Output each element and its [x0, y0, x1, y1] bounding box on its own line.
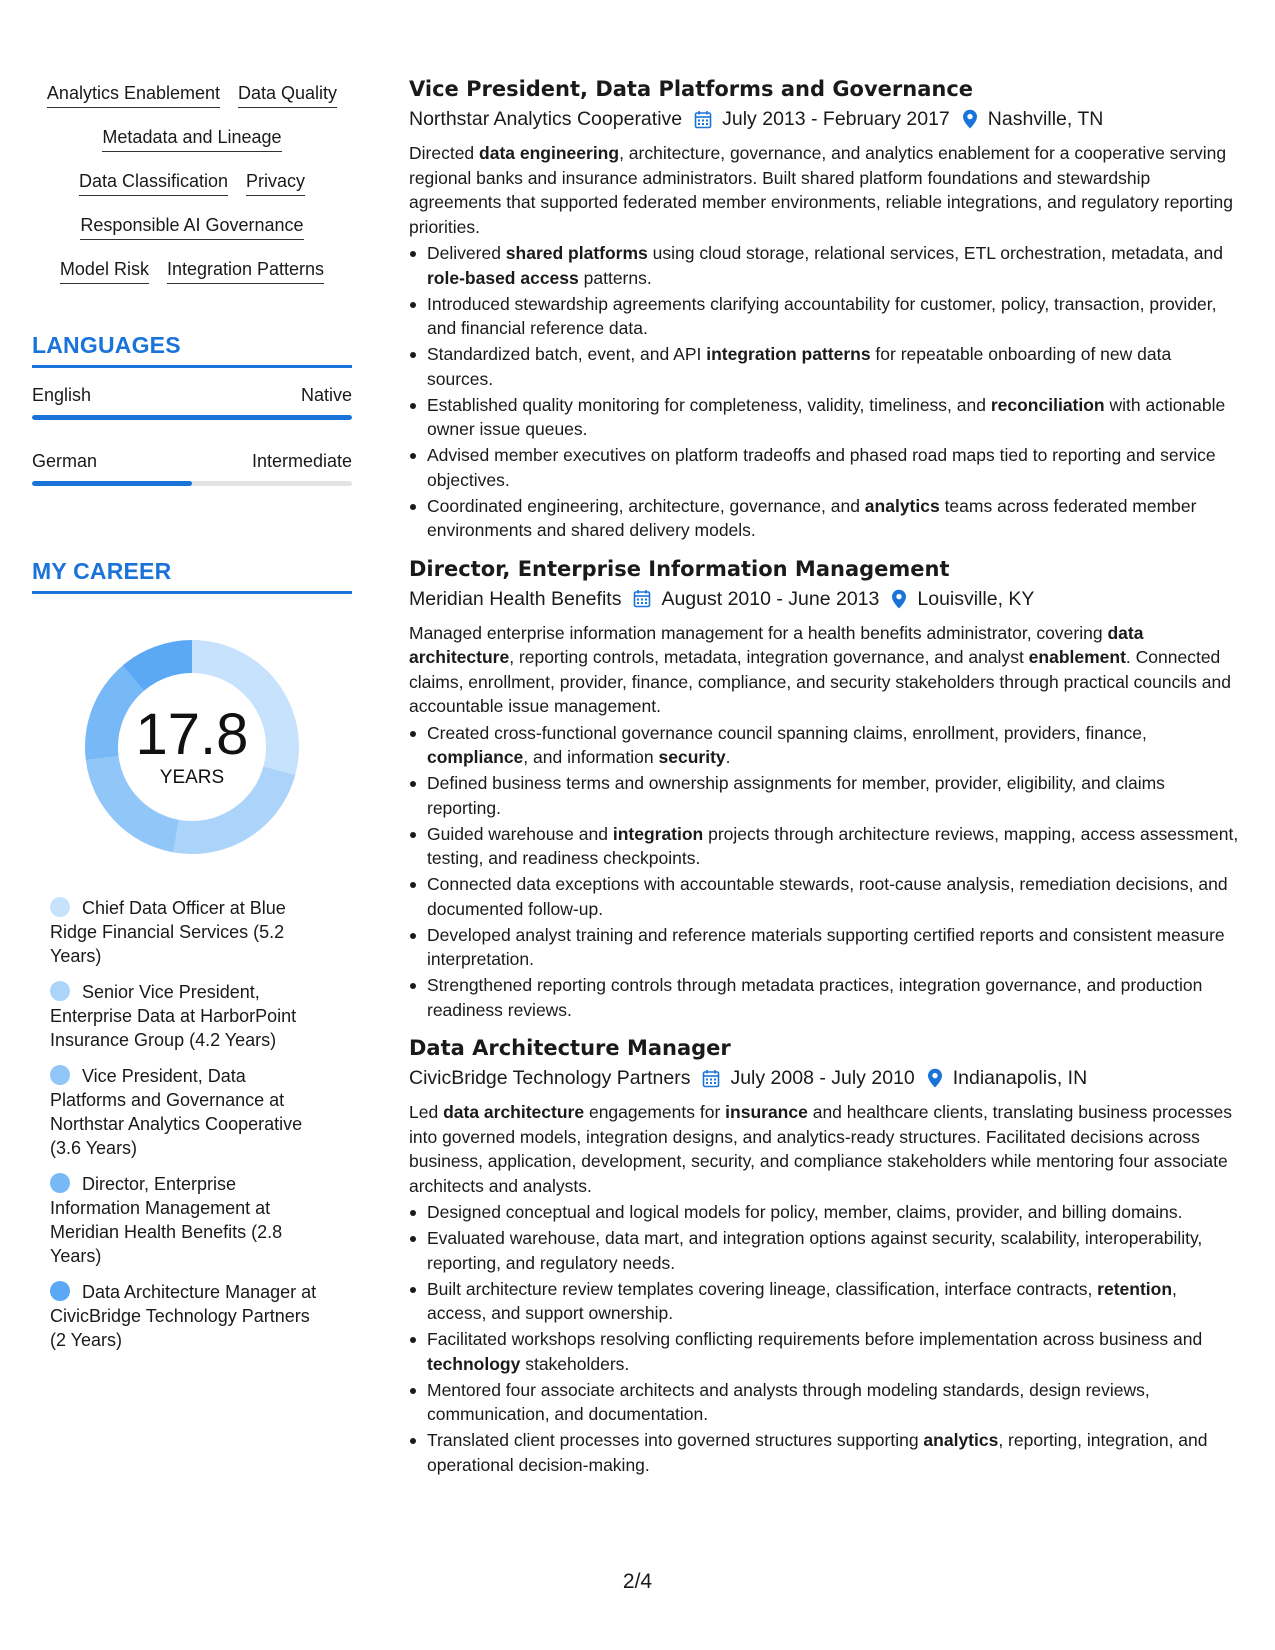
job-bullet — [409, 1327, 1241, 1376]
job-bullet — [409, 494, 1241, 543]
text-run: Advised member executives on platform tradeoffs and phased road maps tied to reporting and service objectives. — [427, 445, 1216, 490]
text-run: enablement — [1028, 647, 1126, 667]
language-item — [32, 450, 352, 486]
text-run: . — [725, 747, 731, 767]
text-run: Created cross-functional governance council spanning claims, enrollment, providers, finance, — [427, 722, 1147, 743]
text-run: Evaluated warehouse, data mart, and integration options against security, scalability, interoperability, reporting, and regulatory needs. — [427, 1228, 1203, 1273]
language-proficiency-fill — [32, 481, 192, 486]
location-pin-icon — [927, 1068, 943, 1088]
job-bullet — [409, 443, 1241, 492]
career-legend-label: Director, Enterprise Information Management at Meridian Health Benefits (2.8 Years) — [50, 1174, 283, 1266]
text-run: role-based access — [427, 267, 579, 288]
job-bullets — [409, 1200, 1241, 1477]
experience-list — [409, 76, 1241, 1479]
text-run: Standardized batch, event, and API — [427, 344, 707, 364]
location-pin-icon — [962, 109, 978, 129]
job-company: Meridian Health Benefits — [409, 587, 622, 610]
language-item — [32, 384, 352, 420]
career-legend — [32, 896, 352, 1352]
job-title: Data Architecture Manager — [409, 1036, 731, 1060]
text-run: insurance — [725, 1102, 808, 1122]
languages-section — [32, 332, 352, 486]
legend-dot — [50, 1173, 70, 1193]
text-run: Strengthened reporting controls through metadata practices, integration governance, and production readiness reviews. — [427, 975, 1203, 1020]
language-proficiency-bar — [32, 481, 352, 486]
language-level: Intermediate — [251, 451, 352, 471]
language-proficiency-fill — [32, 415, 352, 420]
text-run: data architecture — [409, 622, 1144, 667]
text-run: patterns. — [578, 267, 652, 288]
job-entry — [409, 1035, 1241, 1477]
text-run: , architecture, governance, and analytics enablement for a cooperative serving regional banks and insurance administrators. Built shared platform foundations and stewardship agreements that supported federated member environments, reliable integrations, and regulatory reporting priorities. — [409, 143, 1233, 237]
skill-tag: Data Quality — [238, 82, 337, 108]
total-years-value: 17.8 — [135, 702, 249, 767]
text-run: security — [658, 747, 726, 767]
text-run: integration — [612, 823, 704, 844]
job-bullet — [409, 973, 1241, 1022]
calendar-icon — [694, 110, 712, 129]
sidebar — [32, 82, 352, 1364]
career-heading: MY CAREER — [32, 558, 352, 594]
calendar-icon — [702, 1069, 720, 1088]
language-name: German — [32, 451, 98, 471]
job-bullet — [409, 292, 1241, 341]
job-bullet — [409, 1200, 1241, 1225]
total-years-unit: YEARS — [159, 767, 225, 788]
text-run: Led — [409, 1102, 444, 1122]
career-section — [32, 558, 352, 1352]
legend-dot — [50, 897, 70, 917]
skill-tag: Privacy — [246, 170, 305, 196]
job-meta — [409, 585, 1241, 613]
text-run: data architecture — [443, 1102, 585, 1122]
career-legend-label: Vice President, Data Platforms and Governance at Northstar Analytics Cooperative (3.6 Years) — [50, 1066, 303, 1158]
text-run: , reporting controls, metadata, integration governance, and analyst — [509, 647, 1029, 667]
job-location: Louisville, KY — [917, 587, 1035, 610]
text-run: Directed — [409, 143, 480, 163]
text-run: analytics — [923, 1430, 999, 1450]
job-bullet — [409, 822, 1241, 871]
text-run: Defined business terms and ownership assignments for member, provider, eligibility, and claims reporting. — [427, 773, 1165, 818]
career-legend-item — [50, 896, 322, 968]
text-run: Translated client processes into governed structures supporting — [427, 1430, 924, 1450]
job-summary — [409, 141, 1241, 239]
job-location: Nashville, TN — [987, 108, 1104, 130]
skill-tag: Data Classification — [79, 170, 228, 196]
skill-tag: Responsible AI Governance — [80, 214, 303, 240]
career-legend-item — [50, 1064, 322, 1160]
donut-center — [77, 632, 307, 862]
skill-tag: Analytics Enablement — [47, 82, 220, 108]
job-bullet — [409, 923, 1241, 972]
text-run: analytics — [864, 495, 940, 516]
text-run: reconciliation — [990, 394, 1105, 415]
text-run: Developed analyst training and reference materials supporting certified reports and consistent measure interpretation. — [427, 924, 1225, 969]
text-run: Designed conceptual and logical models for policy, member, claims, provider, and billing domains. — [427, 1202, 1183, 1222]
legend-dot — [50, 1065, 70, 1085]
job-bullet — [409, 241, 1241, 290]
text-run: integration patterns — [706, 344, 871, 364]
skill-tag: Metadata and Lineage — [102, 126, 281, 152]
text-run: Facilitated workshops resolving conflicting requirements before implementation across business and — [427, 1329, 1203, 1349]
job-bullet — [409, 1428, 1241, 1477]
text-run: and healthcare clients, translating business processes into governed models, integration designs, and analytics-ready structures. Facilitated decisions across business, application, development, security, and compliance stakeholders while mentoring four associate architects and analysts. — [409, 1102, 1232, 1196]
text-run: , and information — [523, 747, 659, 767]
career-legend-label: Chief Data Officer at Blue Ridge Financial Services (5.2 Years) — [50, 898, 286, 966]
text-run: for repeatable onboarding of new data sources. — [427, 344, 1172, 389]
job-bullet — [409, 721, 1241, 770]
text-run: Built architecture review templates covering lineage, classification, interface contracts, — [427, 1278, 1098, 1299]
career-legend-label: Data Architecture Manager at CivicBridge Technology Partners (2 Years) — [50, 1282, 317, 1350]
job-entry — [409, 556, 1241, 1023]
text-run: compliance — [427, 747, 524, 767]
job-dates: July 2008 - July 2010 — [730, 1067, 915, 1089]
job-bullet — [409, 771, 1241, 820]
languages-heading: LANGUAGES — [32, 332, 352, 368]
career-legend-label: Senior Vice President, Enterprise Data at HarborPoint Insurance Group (4.2 Years) — [50, 982, 297, 1050]
text-run: shared platforms — [505, 243, 648, 263]
career-legend-item — [50, 1172, 322, 1268]
text-run: Connected data exceptions with accountable stewards, root-cause analysis, remediation decisions, and documented follow-up. — [427, 874, 1228, 919]
text-run: . Connected claims, enrollment, provider, finance, compliance, and security stakeholders through practical councils and accountable issue management. — [409, 647, 1231, 716]
job-bullet — [409, 1226, 1241, 1275]
text-run: projects through architecture reviews, mapping, access assessment, testing, and readiness checkpoints. — [427, 823, 1239, 868]
text-run: technology — [427, 1353, 521, 1374]
job-bullet — [409, 393, 1241, 442]
job-company: CivicBridge Technology Partners — [409, 1067, 691, 1089]
text-run: Guided warehouse and — [427, 823, 613, 844]
location-pin-icon — [891, 589, 907, 609]
job-meta — [409, 105, 1241, 133]
career-legend-item — [50, 1280, 322, 1352]
career-donut-chart — [77, 632, 307, 862]
job-company: Northstar Analytics Cooperative — [409, 108, 683, 130]
job-dates: August 2010 - June 2013 — [661, 587, 880, 610]
language-proficiency-bar — [32, 415, 352, 420]
job-summary — [409, 621, 1241, 719]
legend-dot — [50, 981, 70, 1001]
career-legend-item — [50, 980, 322, 1052]
text-run: , access, and support ownership. — [427, 1278, 1177, 1323]
text-run: Coordinated engineering, architecture, governance, and — [427, 495, 865, 516]
text-run: using cloud storage, relational services, ETL orchestration, metadata, and — [647, 243, 1223, 263]
language-level: Native — [300, 385, 352, 405]
skills-list — [32, 82, 352, 284]
language-name: English — [32, 385, 92, 405]
job-dates: July 2013 - February 2017 — [722, 108, 950, 130]
job-bullet — [409, 1378, 1241, 1427]
job-title: Director, Enterprise Information Management — [409, 556, 950, 581]
text-run: , reporting, integration, and operational decision-making. — [427, 1430, 1208, 1475]
job-title: Vice President, Data Platforms and Governance — [409, 77, 974, 101]
job-bullets — [409, 241, 1241, 543]
text-run: engagements for — [584, 1102, 726, 1122]
text-run: with actionable owner issue queues. — [427, 394, 1226, 439]
text-run: data engineering — [479, 143, 620, 163]
skill-tag: Model Risk — [60, 258, 149, 284]
calendar-icon — [633, 589, 651, 608]
text-run: Mentored four associate architects and analysts through modeling standards, design reviews, communication, and documentation. — [427, 1379, 1150, 1424]
text-run: Managed enterprise information management for a health benefits administrator, covering — [409, 622, 1108, 643]
text-run: retention — [1097, 1278, 1173, 1299]
skill-tag: Integration Patterns — [167, 258, 324, 284]
job-location: Indianapolis, IN — [952, 1067, 1088, 1089]
job-bullet — [409, 342, 1241, 391]
text-run: teams across federated member environments and shared delivery models. — [427, 495, 1197, 540]
text-run: Established quality monitoring for completeness, validity, timeliness, and — [427, 394, 991, 415]
page-number: 2/4 — [622, 1570, 653, 1593]
job-bullet — [409, 872, 1241, 921]
job-bullets — [409, 721, 1241, 1023]
text-run: stakeholders. — [520, 1353, 630, 1374]
legend-dot — [50, 1281, 70, 1301]
text-run: Delivered — [427, 243, 506, 263]
job-summary — [409, 1100, 1241, 1198]
job-bullet — [409, 1277, 1241, 1326]
job-entry — [409, 76, 1241, 543]
job-meta — [409, 1064, 1241, 1092]
text-run: Introduced stewardship agreements clarifying accountability for customer, policy, transaction, provider, and financial reference data. — [427, 293, 1217, 338]
